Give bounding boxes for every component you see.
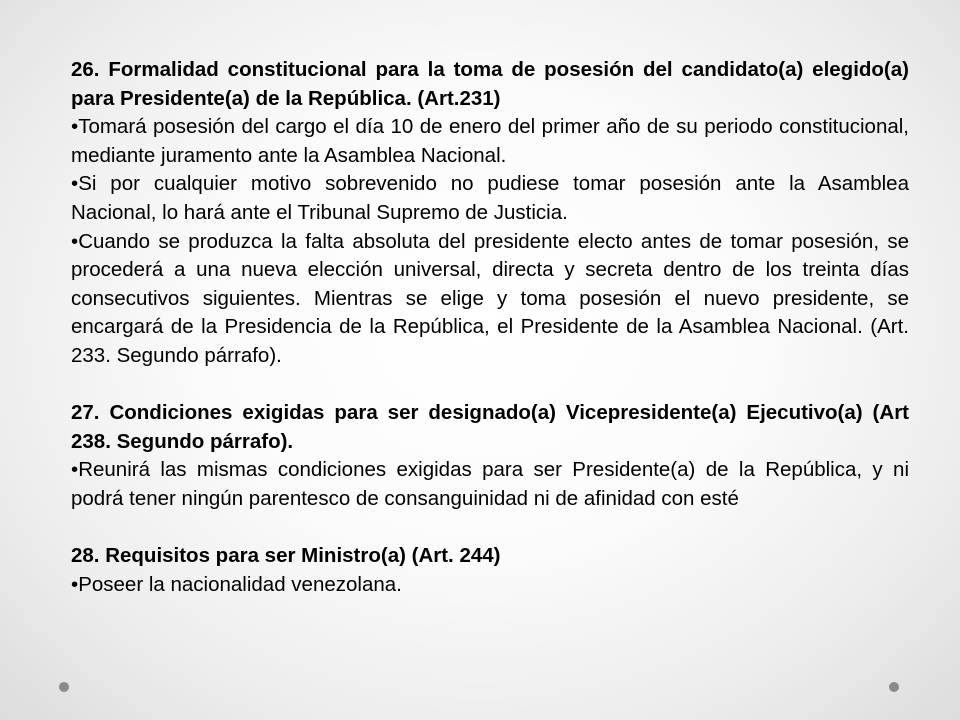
bullet-item: • Reunirá las mismas condiciones exigidas para ser Presidente(a) de la República, y ni podrá tener ningún parentesco de consanguinidad ni de afinidad con esté (71, 456, 909, 513)
section-heading-27: 27. Condiciones exigidas para ser designado(a) Vicepresidente(a) Ejecutivo(a) (Art 238. Segundo párrafo). (71, 401, 909, 453)
bullet-item: • Cuando se produzca la falta absoluta del presidente electo antes de tomar posesión, se procederá a una nueva elección universal, directa y secreta dentro de los treinta días consecutivos siguientes. Mientras se elige y toma posesión el nuevo presidente, se encargará de la Presidencia de la República, el Presidente de la Asamblea Nacional. (Art. 233. Segundo párrafo). (71, 228, 909, 371)
bullet-item: • Si por cualquier motivo sobrevenido no pudiese tomar posesión ante la Asamblea Nacional, lo hará ante el Tribunal Supremo de Justicia. (71, 170, 909, 227)
section-heading-26: 26. Formalidad constitucional para la toma de posesión del candidato(a) elegido(a) para Presidente(a) de la República. (Art.231) (71, 58, 909, 110)
bullet-item: • Poseer la nacionalidad venezolana. (71, 571, 909, 600)
section-spacer (71, 514, 909, 543)
section-heading-28: 28. Requisitos para ser Ministro(a) (Art. 244) (71, 544, 501, 568)
decorative-dot-left (59, 682, 69, 692)
section-spacer (71, 371, 909, 400)
slide-content (71, 56, 909, 599)
bullet-item: • Tomará posesión del cargo el día 10 de enero del primer año de su periodo constitucional, mediante juramento ante la Asamblea Nacional. (71, 113, 909, 170)
decorative-dot-right (889, 682, 899, 692)
